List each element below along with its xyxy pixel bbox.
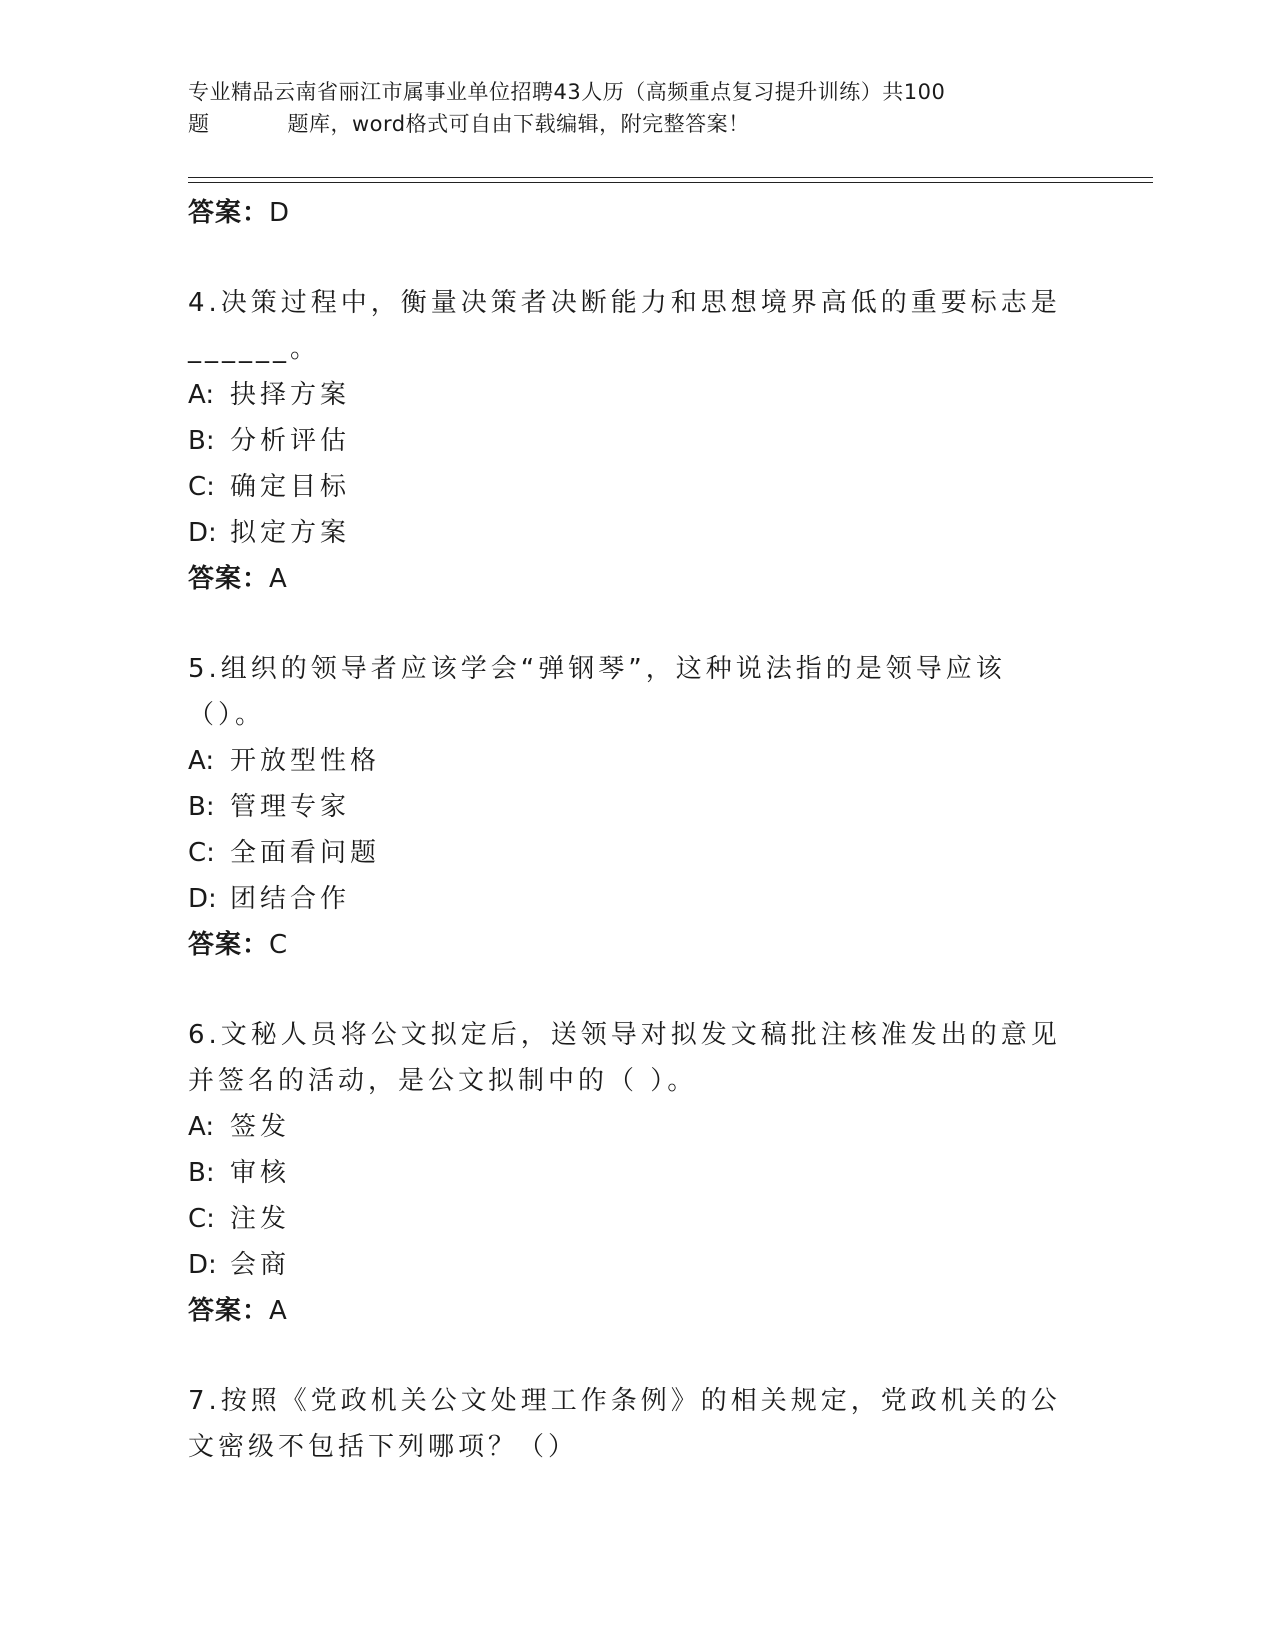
option-c: [188, 830, 1088, 876]
option-a: [188, 372, 1088, 418]
header-divider-thick: [188, 177, 1153, 178]
option-b: [188, 418, 1088, 464]
question-7: [188, 1378, 1088, 1470]
answer-value: D: [269, 198, 291, 228]
option-letter: C:: [188, 472, 215, 502]
option-text: 会商: [230, 1250, 291, 1280]
question-text: 4.决策过程中，衡量决策者决断能力和思想境界高低的重要标志是______。: [188, 288, 1061, 364]
question-text: 5.组织的领导者应该学会“弹钢琴”，这种说法指的是领导应该（）。: [188, 654, 1006, 730]
option-letter: C:: [188, 838, 215, 868]
question-4: [188, 280, 1088, 602]
option-b: [188, 784, 1088, 830]
option-text: 全面看问题: [230, 838, 381, 868]
option-text: 注发: [230, 1204, 291, 1234]
answer-value: C: [269, 930, 289, 960]
option-letter: B:: [188, 792, 215, 822]
option-d: [188, 510, 1088, 556]
option-text: 审核: [230, 1158, 291, 1188]
option-letter: B:: [188, 426, 215, 456]
answer-label: 答案：: [188, 930, 270, 960]
option-letter: A:: [188, 1112, 215, 1142]
option-a: [188, 738, 1088, 784]
option-letter: D:: [188, 1250, 217, 1280]
answer-line: [188, 556, 1088, 602]
option-text: 管理专家: [230, 792, 351, 822]
header-title-line2: [188, 108, 1088, 140]
header-title-line1: 专业精品云南省丽江市属事业单位招聘43人历（高频重点复习提升训练）共100: [188, 80, 946, 104]
answer-line: [188, 1288, 1088, 1334]
page-header: [188, 76, 1088, 140]
option-d: [188, 1242, 1088, 1288]
answer-line: [188, 922, 1088, 968]
option-d: [188, 876, 1088, 922]
option-text: 抉择方案: [230, 380, 351, 410]
option-letter: C:: [188, 1204, 215, 1234]
question-5: [188, 646, 1088, 968]
answer-value: A: [269, 564, 288, 594]
option-text: 开放型性格: [230, 746, 381, 776]
option-letter: D:: [188, 884, 217, 914]
option-text: 签发: [230, 1112, 291, 1142]
answer-label: 答案：: [188, 198, 270, 228]
option-c: [188, 1196, 1088, 1242]
option-text: 团结合作: [230, 884, 351, 914]
option-letter: A:: [188, 746, 215, 776]
option-letter: A:: [188, 380, 215, 410]
answer-label: 答案：: [188, 564, 270, 594]
question-list: [188, 190, 1088, 1470]
question-6: [188, 1012, 1088, 1334]
answer-label: 答案：: [188, 1296, 270, 1326]
answer-value: A: [269, 1296, 288, 1326]
option-b: [188, 1150, 1088, 1196]
header-divider-thin: [188, 182, 1153, 183]
option-text: 确定目标: [230, 472, 351, 502]
option-letter: B:: [188, 1158, 215, 1188]
header-line2-left: 题: [188, 112, 210, 136]
question-text: 6.文秘人员将公文拟定后，送领导对拟发文稿批注核准发出的意见并签名的活动，是公文拟制中的（ ）。: [188, 1020, 1061, 1096]
question-text: 7.按照《党政机关公文处理工作条例》的相关规定，党政机关的公文密级不包括下列哪项？（）: [188, 1386, 1061, 1462]
header-line2-right: 题库，word格式可自由下载编辑，附完整答案！: [287, 112, 750, 136]
option-a: [188, 1104, 1088, 1150]
option-text: 拟定方案: [230, 518, 351, 548]
option-text: 分析评估: [230, 426, 351, 456]
option-letter: D:: [188, 518, 217, 548]
option-c: [188, 464, 1088, 510]
answer-line: [188, 190, 1088, 236]
